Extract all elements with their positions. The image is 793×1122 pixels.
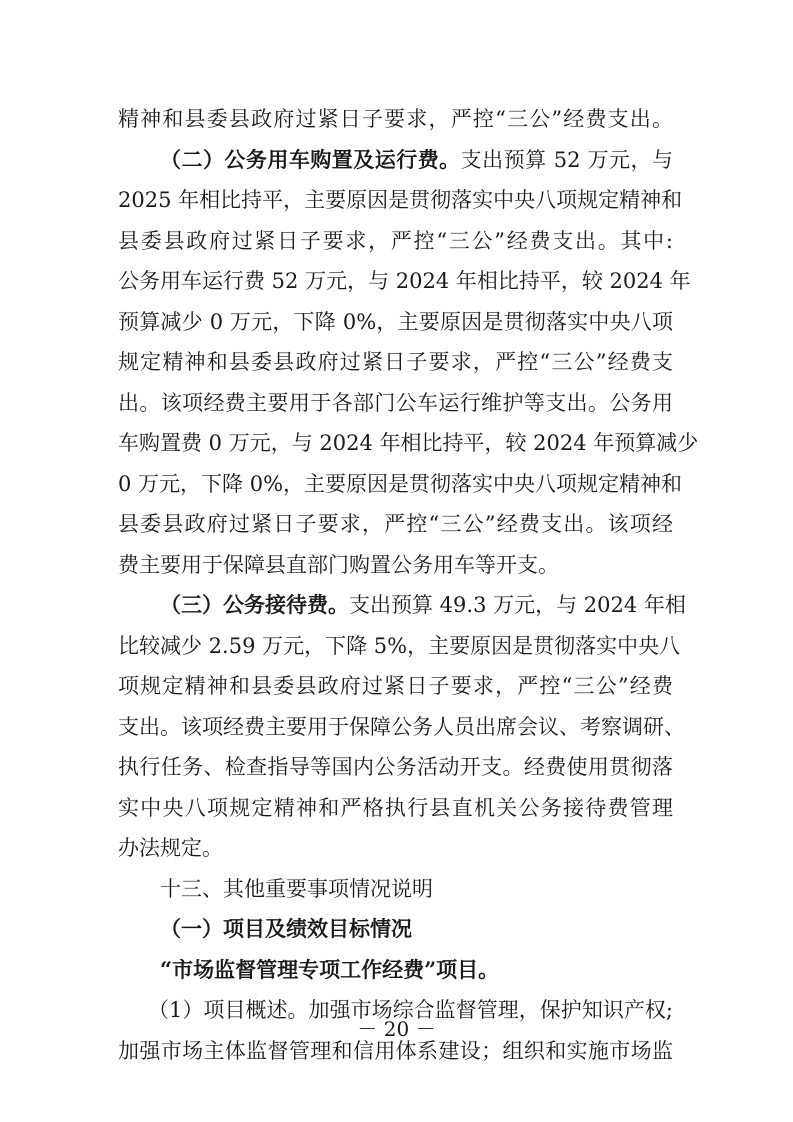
para-1-line-1: [0, 104, 673, 134]
line-text: “市场监督管理专项工作经费”项目。: [160, 957, 500, 982]
line-text: 执行任务、检查指导等国内公务活动开支。经费使用贯彻落: [118, 755, 673, 779]
line-text: 县委县政府过紧日子要求，严控“三公”经费支出。该项经: [118, 512, 673, 536]
para-2-line-4: [0, 266, 691, 296]
para-3-line-5: [0, 752, 673, 782]
line-text: 出。该项经费主要用于各部门公车运行维护等支出。公务用: [118, 391, 673, 415]
para-3-line-4: [0, 712, 685, 742]
line-text: 办法规定。: [118, 836, 223, 860]
para-2-line-10: [0, 509, 673, 539]
chapter-heading: [0, 874, 673, 904]
line-text: （一）项目及绩效目标情况: [160, 916, 412, 941]
line-text: 公务用车运行费 52 万元，与 2024 年相比持平，较 2024 年: [118, 269, 691, 293]
line-text: 支出预算 52 万元，与: [460, 148, 674, 172]
para-3-line-7: [0, 833, 673, 863]
para-2-line-11: [0, 550, 673, 580]
line-text: 十三、其他重要事项情况说明: [160, 877, 433, 901]
section-heading: （二）公务用车购置及运行费。: [160, 147, 461, 172]
para-2-line-2: [0, 185, 683, 215]
para-3-line-2: [0, 631, 681, 661]
line-text: 精神和县委县政府过紧日子要求，严控“三公”经费支出。: [118, 107, 673, 131]
para-3-line-3: [0, 671, 673, 701]
line-text: 支出。该项经费主要用于保障公务人员出席会议、考察调研、: [118, 715, 685, 739]
para-2-line-1: [0, 145, 673, 175]
project-title: [0, 955, 673, 985]
section-heading: （三）公务接待费。: [160, 592, 349, 617]
line-text: 项规定精神和县委县政府过紧日子要求，严控“三公”经费: [118, 674, 673, 698]
para-3-line-6: [0, 793, 673, 823]
line-text: 0 万元，下降 0%，主要原因是贯彻落实中央八项规定精神和: [118, 472, 683, 496]
line-text: 2025 年相比持平，主要原因是贯彻落实中央八项规定精神和: [118, 188, 683, 212]
line-text: 比较减少 2.59 万元，下降 5%，主要原因是贯彻落实中央八: [118, 634, 681, 658]
line-text: 加强市场主体监督管理和信用体系建设；组织和实施市场监: [118, 1039, 673, 1063]
para-2-line-7: [0, 388, 673, 418]
para-2-line-9: [0, 469, 683, 499]
para-3-line-1: [0, 590, 686, 620]
line-text: 预算减少 0 万元，下降 0%，主要原因是贯彻落实中央八项: [118, 310, 673, 334]
line-text: 支出预算 49.3 万元，与 2024 年相: [349, 593, 686, 617]
line-text: 费主要用于保障县直部门购置公务用车等开支。: [118, 553, 559, 577]
para-2-line-3: [0, 226, 673, 256]
para-2-line-8: [0, 428, 699, 458]
para-2-line-6: [0, 347, 673, 377]
line-text: 车购置费 0 万元，与 2024 年相比持平，较 2024 年预算减少: [118, 431, 699, 455]
page-number: － 20 －: [357, 1017, 436, 1041]
line-text: 规定精神和县委县政府过紧日子要求，严控“三公”经费支: [118, 350, 673, 374]
line-text: 实中央八项规定精神和严格执行县直机关公务接待费管理: [118, 796, 673, 820]
line-text: 县委县政府过紧日子要求，严控“三公”经费支出。其中:: [118, 229, 673, 253]
line-text: （1）项目概述。加强市场综合监督管理，保护知识产权;: [148, 998, 673, 1022]
para-2-line-5: [0, 307, 673, 337]
subsection-heading: [0, 914, 673, 944]
